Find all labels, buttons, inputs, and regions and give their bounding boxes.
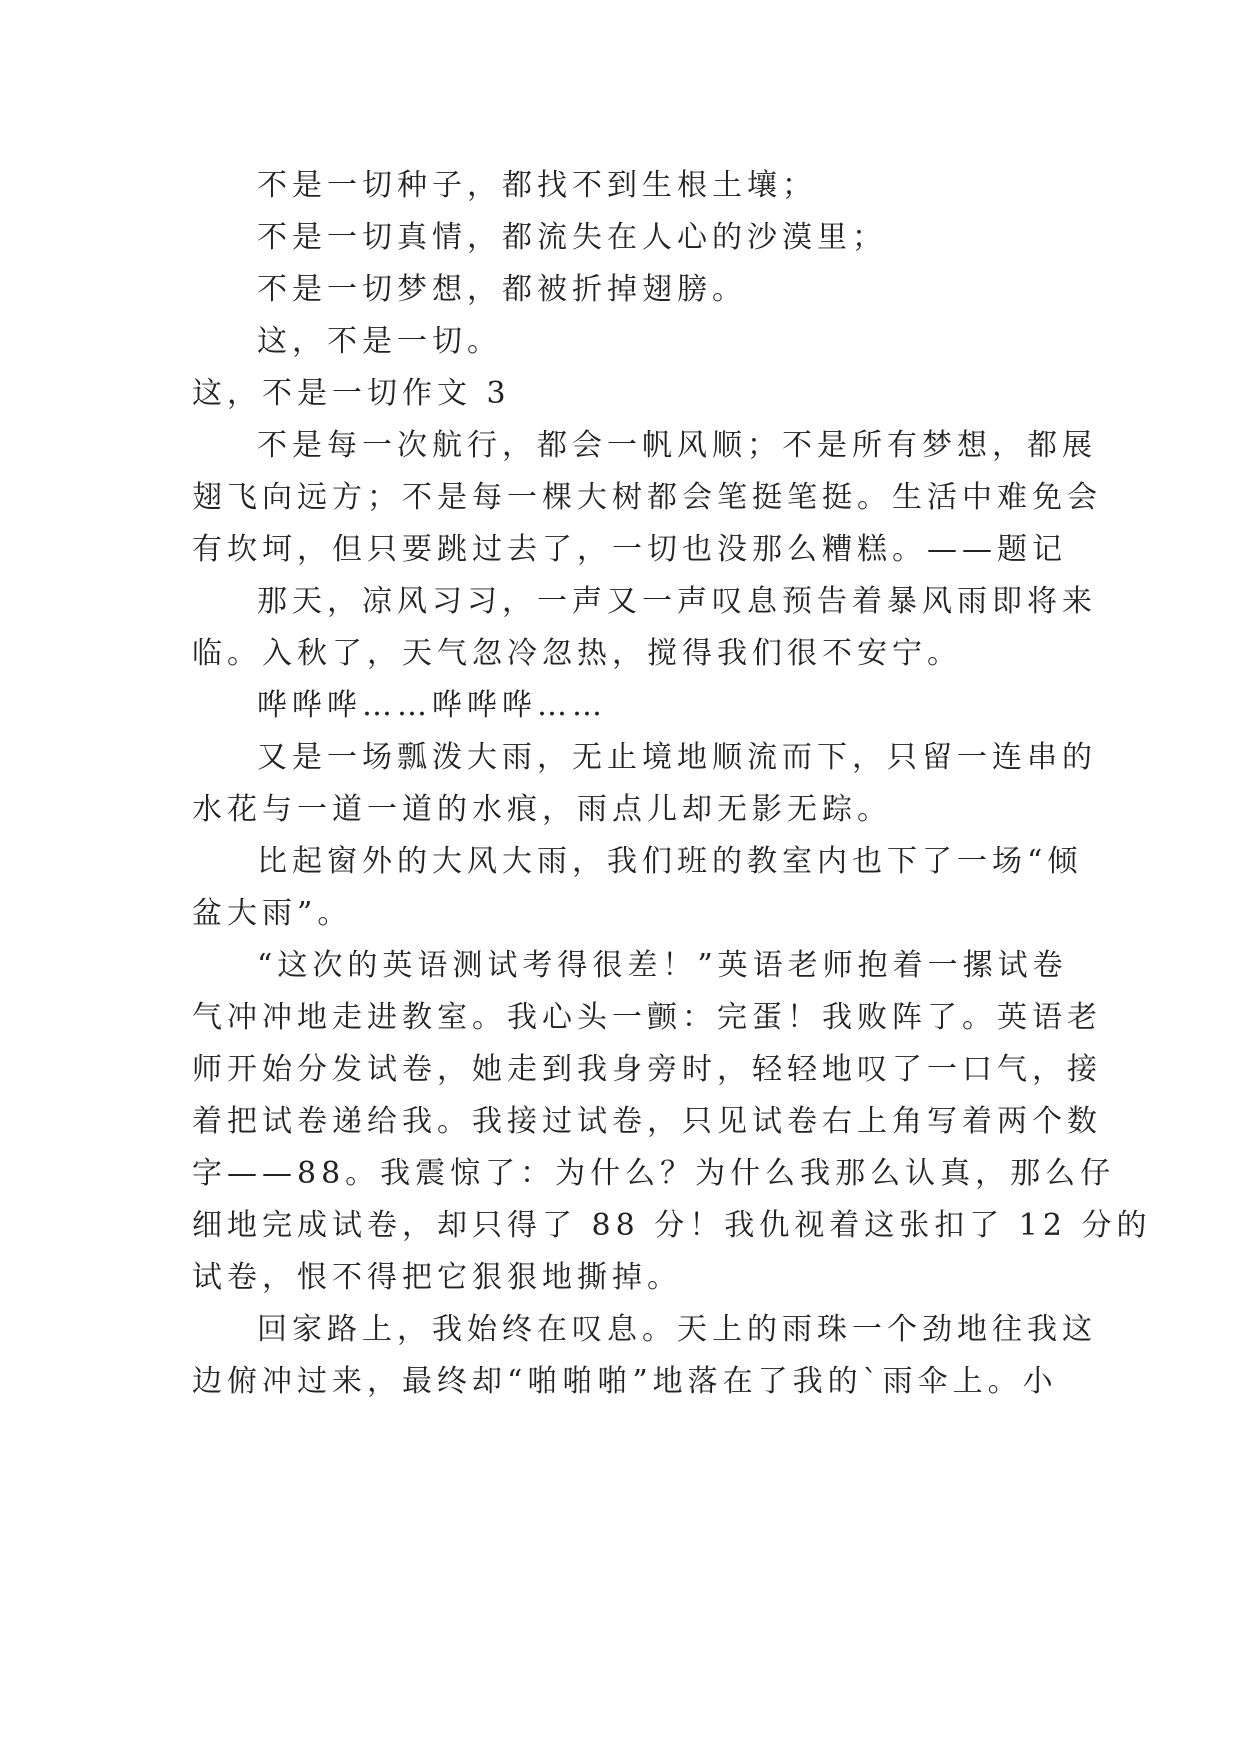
poem-line-3: 不是一切梦想，都被折掉翅膀。	[257, 272, 747, 307]
poem-line-4: 这，不是一切。	[257, 324, 502, 359]
poem-line-1: 不是一切种子，都找不到生根土壤；	[257, 168, 817, 203]
paragraph-line: 边俯冲过来，最终却“啪啪啪”地落在了我的`雨伞上。小	[192, 1364, 1058, 1399]
paragraph-line: 临。入秋了，天气忽冷忽热，搅得我们很不安宁。	[192, 636, 962, 671]
paragraph-line: 回家路上，我始终在叹息。天上的雨珠一个劲地往我这	[257, 1312, 1097, 1347]
paragraph-line: 不是每一次航行，都会一帆风顺；不是所有梦想，都展	[257, 428, 1097, 463]
poem-line-2: 不是一切真情，都流失在人心的沙漠里；	[257, 220, 887, 255]
paragraph-line: 着把试卷递给我。我接过试卷，只见试卷右上角写着两个数	[192, 1104, 1102, 1139]
paragraph-line: 有坎坷，但只要跳过去了，一切也没那么糟糕。——题记	[192, 532, 1067, 567]
paragraph-line: 字——88。我震惊了：为什么？为什么我那么认真，那么仔	[192, 1156, 1116, 1191]
paragraph-line: 盆大雨”。	[192, 896, 353, 931]
essay-title: 这，不是一切作文 3	[192, 376, 511, 411]
paragraph-line: 又是一场瓢泼大雨，无止境地顺流而下，只留一连串的	[257, 740, 1097, 775]
paragraph-line: 翅飞向远方；不是每一棵大树都会笔挺笔挺。生活中难免会	[192, 480, 1102, 515]
paragraph-line: 水花与一道一道的水痕，雨点儿却无影无踪。	[192, 792, 892, 827]
paragraph-line: 试卷，恨不得把它狠狠地撕掉。	[192, 1260, 682, 1295]
paragraph-line: 那天，凉风习习，一声又一声叹息预告着暴风雨即将来	[257, 584, 1097, 619]
paragraph-line: 师开始分发试卷，她走到我身旁时，轻轻地叹了一口气，接	[192, 1052, 1102, 1087]
paragraph-line: 哗哗哗……哗哗哗……	[257, 688, 607, 723]
paragraph-line: “这次的英语测试考得很差！”英语老师抱着一摞试卷	[257, 948, 1068, 983]
paragraph-line: 细地完成试卷，却只得了 88 分！我仇视着这张扣了 12 分的	[192, 1208, 1152, 1243]
paragraph-line: 比起窗外的大风大雨，我们班的教室内也下了一场“倾	[257, 844, 1083, 879]
paragraph-line: 气冲冲地走进教室。我心头一颤：完蛋！我败阵了。英语老	[192, 1000, 1102, 1035]
